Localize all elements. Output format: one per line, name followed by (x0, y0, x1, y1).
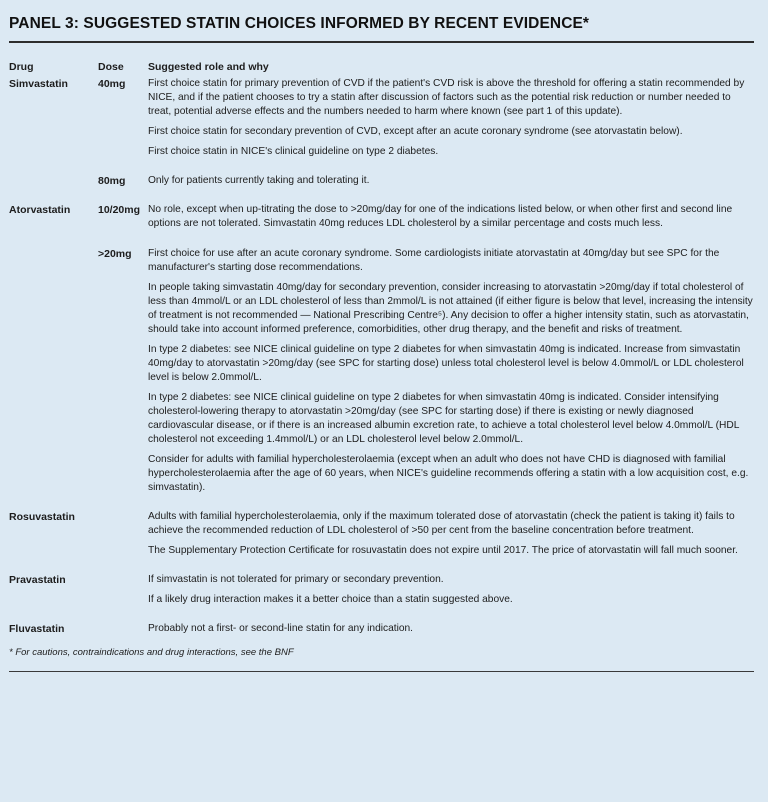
role-paragraph: Consider for adults with familial hypercholesterolaemia (except when an adult who does not have CHD is diagnosed with familial hypercholesterolaemia after the age of 60 years, when NICE's guideline recommends offering a statin with a low acquisition cost, e.g. simvastatin). (148, 453, 749, 493)
role-paragraph: The Supplementary Protection Certificate for rosuvastatin does not expire until 2017. The price of atorvastatin will fall much sooner. (148, 544, 738, 556)
role-paragraph: In type 2 diabetes: see NICE clinical guideline on type 2 diabetes for when simvastatin 40mg is indicated. Increase from simvastatin 40mg/day to atorvastatin >20mg/day (see SPC for starting dose) unless total cholesterol level is below 4.0mmol/L or LDL cholesterol level is below 2.0mmol/L. (148, 343, 744, 383)
dose: 40mg (98, 77, 126, 90)
table-row (9, 622, 754, 636)
dose (98, 510, 148, 558)
role-text (148, 247, 754, 495)
role-text (148, 203, 754, 231)
drug-name (9, 247, 98, 495)
table-row (9, 573, 754, 607)
role-paragraph: No role, except when up-titrating the dose to >20mg/day for one of the indications listed below, or when other first and second line options are not tolerated. Simvastatin 40mg reduces LDL cholesterol by a similar percentage and costs much less. (148, 203, 733, 229)
role-text (148, 174, 754, 188)
role-paragraph: In type 2 diabetes: see NICE clinical guideline on type 2 diabetes for when simvastatin 40mg is indicated. Consider intensifying cholesterol-lowering therapy to atorvastatin >20mg/day (see SPC for starting dose) if there is existing or newly diagnosed cardiovascular disease, or if there is an increased albumin excretion rate, to achieve a total cholesterol level below 4.0mmol/L (HDL cholesterol not exceeding 1.4mmol/L) or an LDL cholesterol level below 2.0mmol/L. (148, 391, 739, 445)
table-row (9, 174, 754, 188)
drug-name: Rosuvastatin (9, 510, 75, 523)
table-row (9, 247, 754, 495)
role-text (148, 510, 754, 558)
drug-name: Atorvastatin (9, 203, 71, 216)
role-paragraph: Only for patients currently taking and tolerating it. (148, 174, 370, 186)
drug-name: Pravastatin (9, 573, 66, 586)
role-paragraph: Adults with familial hypercholesterolaemia, only if the maximum tolerated dose of atorvastatin (check the patient is taking it) fails to achieve the recommended reduction of LDL cholesterol of >50 per cent from the baseline concentration before treatment. (148, 510, 735, 536)
dose: 10/20mg (98, 203, 141, 216)
role-text (148, 622, 754, 636)
table-row (9, 203, 754, 231)
role-paragraph: First choice for use after an acute coronary syndrome. Some cardiologists initiate atorvastatin at 40mg/day but see SPC for the manufacturer's starting dose recommendations. (148, 247, 720, 273)
role-paragraph: First choice statin in NICE's clinical guideline on type 2 diabetes. (148, 145, 439, 157)
header-role: Suggested role and why (148, 60, 269, 73)
dose: >20mg (98, 247, 132, 260)
table-row (9, 510, 754, 558)
role-paragraph: If a likely drug interaction makes it a better choice than a statin suggested above. (148, 593, 513, 605)
header-dose: Dose (98, 60, 124, 73)
drug-name: Simvastatin (9, 77, 68, 90)
role-paragraph: In people taking simvastatin 40mg/day for secondary prevention, consider increasing to atorvastatin >20mg/day if total cholesterol of less than 4mmol/L or an LDL cholesterol of less than 2mmol/L is not attained (if either figure is below that level, increasing the intensity of treatment is not recommended — National Prescribing Centre⁵). Any decision to offer a higher intensity statin, such as atorvastatin, should take into account informed preference, comorbidities, other drug therapy, and the benefit and risks of treatment. (148, 281, 753, 335)
role-paragraph: First choice statin for secondary prevention of CVD, except after an acute coronary syndrome (see atorvastatin below). (148, 125, 683, 137)
dose: 80mg (98, 174, 126, 187)
role-text (148, 77, 754, 159)
role-paragraph: First choice statin for primary prevention of CVD if the patient's CVD risk is above the threshold for offering a statin recommended by NICE, and if the patient chooses to try a statin after discussion of factors such as the potential risk reduction or number needed to treat, potential adverse effects and the numbers needed to harm where known (see part 1 of this update). (148, 77, 745, 117)
table-row (9, 77, 754, 159)
drug-name (9, 174, 98, 188)
role-paragraph: Probably not a first- or second-line statin for any indication. (148, 622, 414, 634)
panel-title: PANEL 3: SUGGESTED STATIN CHOICES INFORMED BY RECENT EVIDENCE* (9, 15, 590, 32)
role-paragraph: If simvastatin is not tolerated for primary or secondary prevention. (148, 573, 444, 585)
footnote-divider (9, 671, 754, 672)
header-drug: Drug (9, 60, 34, 73)
title-divider (9, 41, 754, 43)
footnote: * For cautions, contraindications and drug interactions, see the BNF (9, 646, 294, 658)
role-text (148, 573, 754, 607)
table-header (9, 60, 754, 74)
drug-name: Fluvastatin (9, 622, 65, 635)
dose (98, 622, 148, 636)
dose (98, 573, 148, 607)
